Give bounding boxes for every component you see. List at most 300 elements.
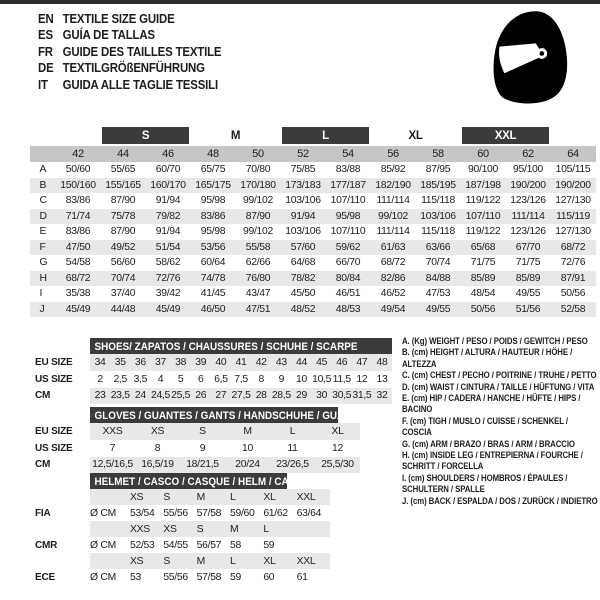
size-value: 26	[195, 390, 207, 402]
size-value: 12,5/16,5	[92, 459, 133, 471]
measurement-cell: 85/89	[470, 272, 496, 284]
language-code: IT	[38, 76, 48, 92]
measurement-cell: 62/66	[245, 257, 271, 269]
size-number: 52	[281, 145, 326, 162]
measurement-cell: 84/88	[425, 272, 451, 284]
size-number: 48	[191, 145, 236, 162]
size-value: 61	[296, 571, 308, 583]
helmet-size-row	[0, 537, 600, 553]
helmet-size-row	[0, 553, 600, 569]
guide-title: GUIDA ALLE TAGLIE TESSILI	[62, 76, 218, 92]
measurement-cell: 182/190	[375, 179, 411, 191]
size-value: 6	[198, 373, 204, 385]
size-value: 30,5	[332, 390, 352, 402]
shoes-title-bar	[90, 338, 392, 354]
measurement-cell: 37/40	[110, 288, 136, 300]
language-row	[38, 77, 221, 93]
measurement-cell: 127/130	[555, 226, 591, 238]
size-value: 20/24	[235, 459, 260, 471]
size-value: S	[199, 425, 206, 437]
legend-item: G. (cm) ARM / BRAZO / BRAS / ARM / BRACCIO	[402, 438, 575, 449]
size-value: 37	[155, 356, 166, 368]
size-value: 47	[356, 356, 368, 368]
language-code: ES	[38, 27, 53, 43]
size-value: M	[243, 425, 252, 437]
legend-item: J. (cm) BACK / ESPALDA / DOS / ZURÜCK / INDIETRO	[402, 495, 598, 506]
measurement-row	[30, 224, 596, 240]
size-value: 2,5	[113, 373, 127, 385]
measurement-cell: 55/65	[110, 164, 136, 176]
measurement-cell: 61/63	[380, 241, 406, 253]
size-value: XXS	[130, 523, 150, 535]
size-value: 27	[215, 390, 227, 402]
measurement-row	[30, 271, 596, 287]
size-value: 34	[94, 356, 106, 368]
size-group-label: XL	[371, 127, 461, 145]
language-row	[38, 60, 221, 76]
size-value: 61/62	[263, 507, 288, 519]
measurement-cell: 103/106	[285, 226, 321, 238]
measurement-cell: 47/53	[425, 288, 451, 300]
size-value: 41	[235, 356, 247, 368]
corner-cell	[30, 127, 56, 145]
size-number: 58	[416, 145, 461, 162]
measurement-cell: 190/200	[510, 179, 546, 191]
size-number: 46	[146, 145, 191, 162]
guide-title: TEXTILGRÖßENFÜHRUNG	[62, 60, 205, 76]
measurement-cell: 83/86	[200, 210, 226, 222]
measurement-cell: 91/94	[155, 195, 181, 207]
measurement-cell: 185/195	[420, 179, 456, 191]
size-value: 10,5	[312, 373, 332, 385]
measurement-cell: 70/74	[425, 257, 451, 269]
size-value: 25,5/30	[321, 459, 354, 471]
size-value: 55/56	[163, 507, 188, 519]
measurement-cell: 68/72	[65, 272, 91, 284]
legend-item: A. (Kg) WEIGHT / PESO / POIDS / GEWITCH / PESO	[402, 336, 588, 346]
row-label: EU SIZE	[35, 356, 73, 368]
legend-item: D. (cm) WAIST / CINTURA / TAILLE / HÜFTUNG / VITA	[402, 381, 595, 392]
guide-title: GUIDE DES TAILLES TEXTILE	[62, 43, 222, 59]
measurement-cell: 74/78	[200, 272, 226, 284]
shoes-values	[90, 354, 392, 371]
size-value: 11,5	[332, 373, 351, 385]
size-value: 54/55	[163, 539, 188, 551]
legend-item: E. (cm) HIP / CADERA / HANCHE / HÜFTE / HIPS / BACINO	[402, 393, 581, 415]
measurement-cell: 95/100	[513, 164, 544, 176]
size-group-label	[56, 127, 101, 145]
measurement-cell: 111/114	[511, 210, 545, 222]
measurement-cell: 105/115	[555, 164, 591, 176]
row-label: CM	[35, 459, 51, 471]
size-value: XL	[263, 491, 276, 503]
size-value: XXS	[102, 425, 123, 437]
size-group-label: S	[101, 127, 191, 145]
helmet-values	[90, 489, 330, 505]
row-letter: B	[39, 179, 47, 191]
unit-label: Ø CM	[90, 539, 116, 551]
size-value: 59	[263, 539, 275, 551]
helmet-values	[90, 569, 330, 585]
measurement-cell: 35/38	[65, 288, 91, 300]
language-code: DE	[38, 60, 54, 76]
size-value: XL	[263, 555, 276, 567]
measurement-legend	[402, 336, 598, 507]
size-value: 60	[263, 571, 275, 583]
gloves-title-bar	[90, 407, 361, 423]
measurement-cell: 70/74	[110, 272, 136, 284]
measurement-cell: 155/165	[105, 179, 141, 191]
measurement-cell: 160/170	[150, 179, 186, 191]
helmet-title-bar	[90, 473, 311, 489]
size-value: XS	[150, 425, 165, 437]
helmet-values	[90, 553, 330, 569]
size-value: S	[196, 523, 204, 535]
size-value: 59	[229, 571, 241, 583]
measurement-cell: 87/90	[110, 226, 136, 238]
measurement-cell: 83/86	[65, 195, 91, 207]
racing-helmet-icon	[487, 8, 571, 105]
size-number: 64	[551, 145, 596, 162]
size-value: M	[229, 523, 239, 535]
measurement-cell: 48/53	[335, 303, 361, 315]
measurement-cell: 115/118	[421, 195, 455, 207]
size-number: 62	[506, 145, 551, 162]
measurement-cell: 91/94	[155, 226, 181, 238]
row-letter: E	[39, 226, 47, 238]
size-value: 42	[255, 356, 267, 368]
measurement-cell: 99/102	[378, 210, 408, 222]
unit-label: Ø CM	[90, 571, 116, 583]
measurement-cell: 78/82	[290, 272, 316, 284]
shoes-values	[90, 371, 392, 388]
measurement-cell: 87/95	[425, 164, 451, 176]
measurement-cell: 187/198	[465, 179, 501, 191]
size-value: 7,5	[234, 373, 248, 385]
measurement-cell: 165/175	[195, 179, 231, 191]
size-value: 45	[316, 356, 328, 368]
measurement-cell: 95/98	[200, 226, 226, 238]
measurement-cell: 99/102	[243, 226, 273, 238]
size-value: 28,5	[271, 390, 291, 402]
size-value: 23,5	[110, 390, 130, 402]
helmet-values	[90, 537, 330, 553]
measurement-cell: 75/78	[110, 210, 136, 222]
measurement-cell: 46/50	[200, 303, 226, 315]
helmet-size-row	[0, 569, 600, 585]
measurement-row	[30, 255, 596, 271]
size-value: 35	[114, 356, 126, 368]
measurement-cell: 47/50	[65, 241, 91, 253]
size-value: XS	[130, 491, 144, 503]
unit-label: Ø CM	[90, 507, 116, 519]
measurement-cell: 68/72	[380, 257, 406, 269]
size-value: 58	[229, 539, 241, 551]
size-value: 9	[278, 373, 285, 385]
measurement-row	[30, 302, 596, 318]
measurement-cell: 65/68	[470, 241, 496, 253]
measurement-cell: 111/114	[376, 226, 410, 238]
row-label: FIA	[35, 507, 51, 519]
measurement-cell: 115/119	[556, 210, 590, 222]
measurement-cell: 91/94	[290, 210, 316, 222]
measurement-row	[30, 286, 596, 302]
row-letter: G	[39, 257, 48, 269]
measurement-cell: 67/70	[515, 241, 541, 253]
textile-size-table	[28, 127, 597, 317]
size-value: 2	[97, 373, 103, 385]
measurement-cell: 55/58	[245, 241, 271, 253]
size-value: 63/64	[296, 507, 322, 519]
size-value: M	[196, 555, 206, 567]
measurement-cell: 71/74	[65, 210, 91, 222]
legend-item: B. (cm) HEIGHT / ALTURA / HAUTEUR / HÖHE / ALTEZZA	[402, 347, 573, 369]
measurement-cell: 64/68	[290, 257, 316, 269]
measurement-cell: 49/55	[515, 288, 541, 300]
measurement-cell: 177/187	[330, 179, 366, 191]
size-value: L	[229, 555, 236, 567]
measurement-cell: 87/90	[110, 195, 136, 207]
measurement-row	[30, 193, 596, 209]
size-value: 30	[316, 390, 328, 402]
size-value: 57/58	[196, 507, 222, 519]
measurement-cell: 82/86	[380, 272, 406, 284]
row-letter: A	[39, 164, 47, 176]
size-value: 23	[94, 390, 106, 402]
size-value: 27,5	[231, 390, 251, 402]
measurement-cell: 76/80	[245, 272, 271, 284]
size-value: 9	[199, 442, 206, 454]
legend-item: H. (cm) INSIDE LEG / ENTREPIERNA / FOURCHE / SCHRITT / FORCELLA	[402, 450, 583, 472]
row-label: US SIZE	[35, 373, 73, 385]
measurement-row	[30, 209, 596, 225]
measurement-cell: 71/75	[515, 257, 541, 269]
measurement-cell: 65/75	[200, 164, 226, 176]
size-value: 12	[332, 442, 343, 454]
language-title-list	[38, 11, 221, 93]
size-value: 44	[295, 356, 307, 368]
size-value: 36	[134, 356, 146, 368]
measurement-cell: 48/52	[290, 303, 316, 315]
measurement-cell: 95/98	[200, 195, 226, 207]
measurement-cell: 49/55	[425, 303, 451, 315]
measurement-row	[30, 178, 596, 194]
measurement-cell: 47/51	[245, 303, 271, 315]
measurement-cell: 119/122	[465, 226, 501, 238]
size-number: 44	[101, 145, 146, 162]
row-letter: C	[39, 195, 47, 207]
size-group-label: L	[281, 127, 371, 145]
size-value: 5	[177, 373, 184, 385]
size-number: 54	[326, 145, 371, 162]
measurement-cell: 45/50	[290, 288, 316, 300]
row-label: CM	[35, 390, 51, 402]
measurement-cell: 43/47	[245, 288, 271, 300]
size-value: XXL	[296, 555, 316, 567]
size-value: 25,5	[171, 390, 191, 402]
guide-title: GUÍA DE TALLAS	[62, 27, 155, 43]
size-value: 31,5	[352, 390, 372, 402]
size-value: 12	[356, 373, 368, 385]
size-value: 28	[255, 390, 267, 402]
language-row	[38, 27, 221, 43]
size-value: 48	[376, 356, 388, 368]
size-value: 23/26,5	[276, 459, 309, 471]
size-value: 24,5	[150, 390, 170, 402]
guide-title: TEXTILE SIZE GUIDE	[62, 11, 175, 26]
language-code: EN	[38, 11, 54, 26]
measurement-row	[30, 162, 596, 178]
helmet-values	[90, 505, 330, 521]
row-letter: F	[39, 241, 46, 253]
gloves-values	[90, 457, 360, 474]
measurement-cell: 50/56	[560, 288, 586, 300]
size-value: M	[196, 491, 206, 503]
measurement-cell: 49/54	[380, 303, 406, 315]
size-value: 6,5	[214, 373, 228, 385]
row-letter: D	[39, 210, 47, 222]
measurement-cell: 50/56	[470, 303, 496, 315]
size-value: 13	[376, 373, 388, 385]
size-number: 60	[461, 145, 506, 162]
measurement-cell: 51/54	[155, 241, 181, 253]
row-label: CMR	[35, 539, 58, 551]
size-group-row	[30, 127, 596, 145]
measurement-cell: 83/86	[65, 226, 91, 238]
measurement-cell: 123/126	[510, 226, 546, 238]
measurement-cell: 44/48	[110, 303, 136, 315]
size-number-row	[30, 145, 596, 162]
size-number: 42	[56, 145, 101, 162]
size-value: 8	[258, 373, 264, 385]
language-row	[38, 11, 221, 27]
top-rule-bar	[0, 0, 600, 4]
measurement-cell: 85/92	[380, 164, 406, 176]
measurement-cell: 70/80	[245, 164, 271, 176]
row-label: US SIZE	[35, 442, 73, 454]
corner-cell	[30, 145, 56, 162]
size-number: 50	[236, 145, 281, 162]
size-value: S	[163, 555, 170, 567]
measurement-cell: 123/126	[510, 195, 546, 207]
size-value: 24	[134, 390, 146, 402]
measurement-cell: 80/84	[335, 272, 361, 284]
measurement-cell: 68/72	[560, 241, 586, 253]
measurement-cell: 57/60	[290, 241, 316, 253]
measurement-cell: 52/58	[560, 303, 586, 315]
size-value: 3,5	[133, 373, 148, 385]
size-value: XS	[163, 523, 177, 535]
row-letter: I	[39, 288, 43, 300]
measurement-cell: 190/200	[555, 179, 591, 191]
measurement-cell: 79/82	[155, 210, 181, 222]
size-value: L	[289, 425, 296, 437]
size-value: 46	[336, 356, 348, 368]
measurement-cell: 39/42	[155, 288, 181, 300]
measurement-cell: 50/60	[65, 164, 91, 176]
size-value: 40	[215, 356, 227, 368]
legend-item: I. (cm) SHOULDERS / HOMBROS / ÉPAULES / SCHULTERN / SPALLE	[402, 472, 568, 495]
size-value: 57/58	[196, 571, 222, 583]
measurement-cell: 60/70	[155, 164, 181, 176]
measurement-cell: 150/160	[60, 179, 96, 191]
measurement-cell: 83/88	[335, 164, 361, 176]
size-value: 18/21,5	[186, 459, 219, 471]
size-value: 53/54	[130, 507, 155, 519]
measurement-cell: 103/106	[285, 195, 321, 207]
size-value: 56/57	[196, 539, 222, 551]
measurement-cell: 107/110	[465, 210, 501, 222]
measurement-row	[30, 240, 596, 256]
size-value: 32	[376, 390, 388, 402]
legend-item: C. (cm) CHEST / PECHO / POITRINE / TRUHE / PETTO	[402, 370, 597, 381]
measurement-cell: 51/56	[515, 303, 541, 315]
helmet-values	[90, 521, 330, 537]
helmet-size-row	[0, 505, 600, 521]
helmet-size-row	[0, 521, 600, 537]
measurement-cell: 72/76	[155, 272, 181, 284]
measurement-cell: 87/91	[560, 272, 586, 284]
size-value: XS	[130, 555, 144, 567]
size-value: 8	[154, 442, 161, 454]
row-letter: H	[39, 272, 47, 284]
measurement-cell: 72/76	[560, 257, 586, 269]
size-value: 10	[295, 373, 307, 385]
size-value: 52/53	[130, 539, 155, 551]
measurement-cell: 99/102	[243, 195, 273, 207]
size-value: 59/60	[229, 507, 255, 519]
measurement-cell: 115/118	[421, 226, 455, 238]
measurement-cell: 107/110	[330, 195, 366, 207]
measurement-cell: 127/130	[555, 195, 591, 207]
measurement-cell: 75/85	[290, 164, 316, 176]
size-value: 38	[175, 356, 187, 368]
measurement-cell: 85/89	[515, 272, 541, 284]
measurement-cell: 58/62	[155, 257, 181, 269]
row-letter: J	[39, 303, 45, 315]
measurement-cell: 45/49	[155, 303, 181, 315]
shoes-values	[90, 388, 392, 405]
measurement-cell: 45/49	[65, 303, 91, 315]
helmet-title: HELMET / CASCO / CASQUE / HELM / CASCO	[94, 476, 311, 488]
gloves-values	[90, 440, 360, 457]
size-group-label: M	[191, 127, 281, 145]
measurement-cell: 63/66	[425, 241, 451, 253]
measurement-cell: 173/183	[285, 179, 321, 191]
size-value: 4	[157, 373, 164, 385]
size-value: 7	[109, 442, 116, 454]
measurement-cell: 90/100	[468, 164, 499, 176]
shoes-title: SHOES/ ZAPATOS / CHAUSSURES / SCHUHE / SCARPE	[94, 341, 358, 353]
size-value: XXL	[296, 491, 316, 503]
measurement-cell: 119/122	[465, 195, 501, 207]
size-value: 11	[287, 442, 298, 454]
size-value: 16,5/19	[141, 459, 174, 471]
size-value: L	[263, 523, 269, 535]
measurement-cell: 103/106	[420, 210, 456, 222]
measurement-cell: 48/54	[470, 288, 496, 300]
measurement-cell: 71/75	[470, 257, 496, 269]
legend-item: F. (cm) TIGH / MUSLO / CUISSE / SCHENKEL / COSCIA	[402, 415, 568, 438]
size-value: L	[229, 491, 236, 503]
measurement-cell: 87/90	[245, 210, 271, 222]
measurement-cell: 95/98	[335, 210, 361, 222]
measurement-cell: 59/62	[335, 241, 361, 253]
size-value: S	[163, 491, 170, 503]
measurement-cell: 111/114	[376, 195, 410, 207]
measurement-cell: 66/70	[335, 257, 361, 269]
measurement-cell: 41/45	[200, 288, 226, 300]
